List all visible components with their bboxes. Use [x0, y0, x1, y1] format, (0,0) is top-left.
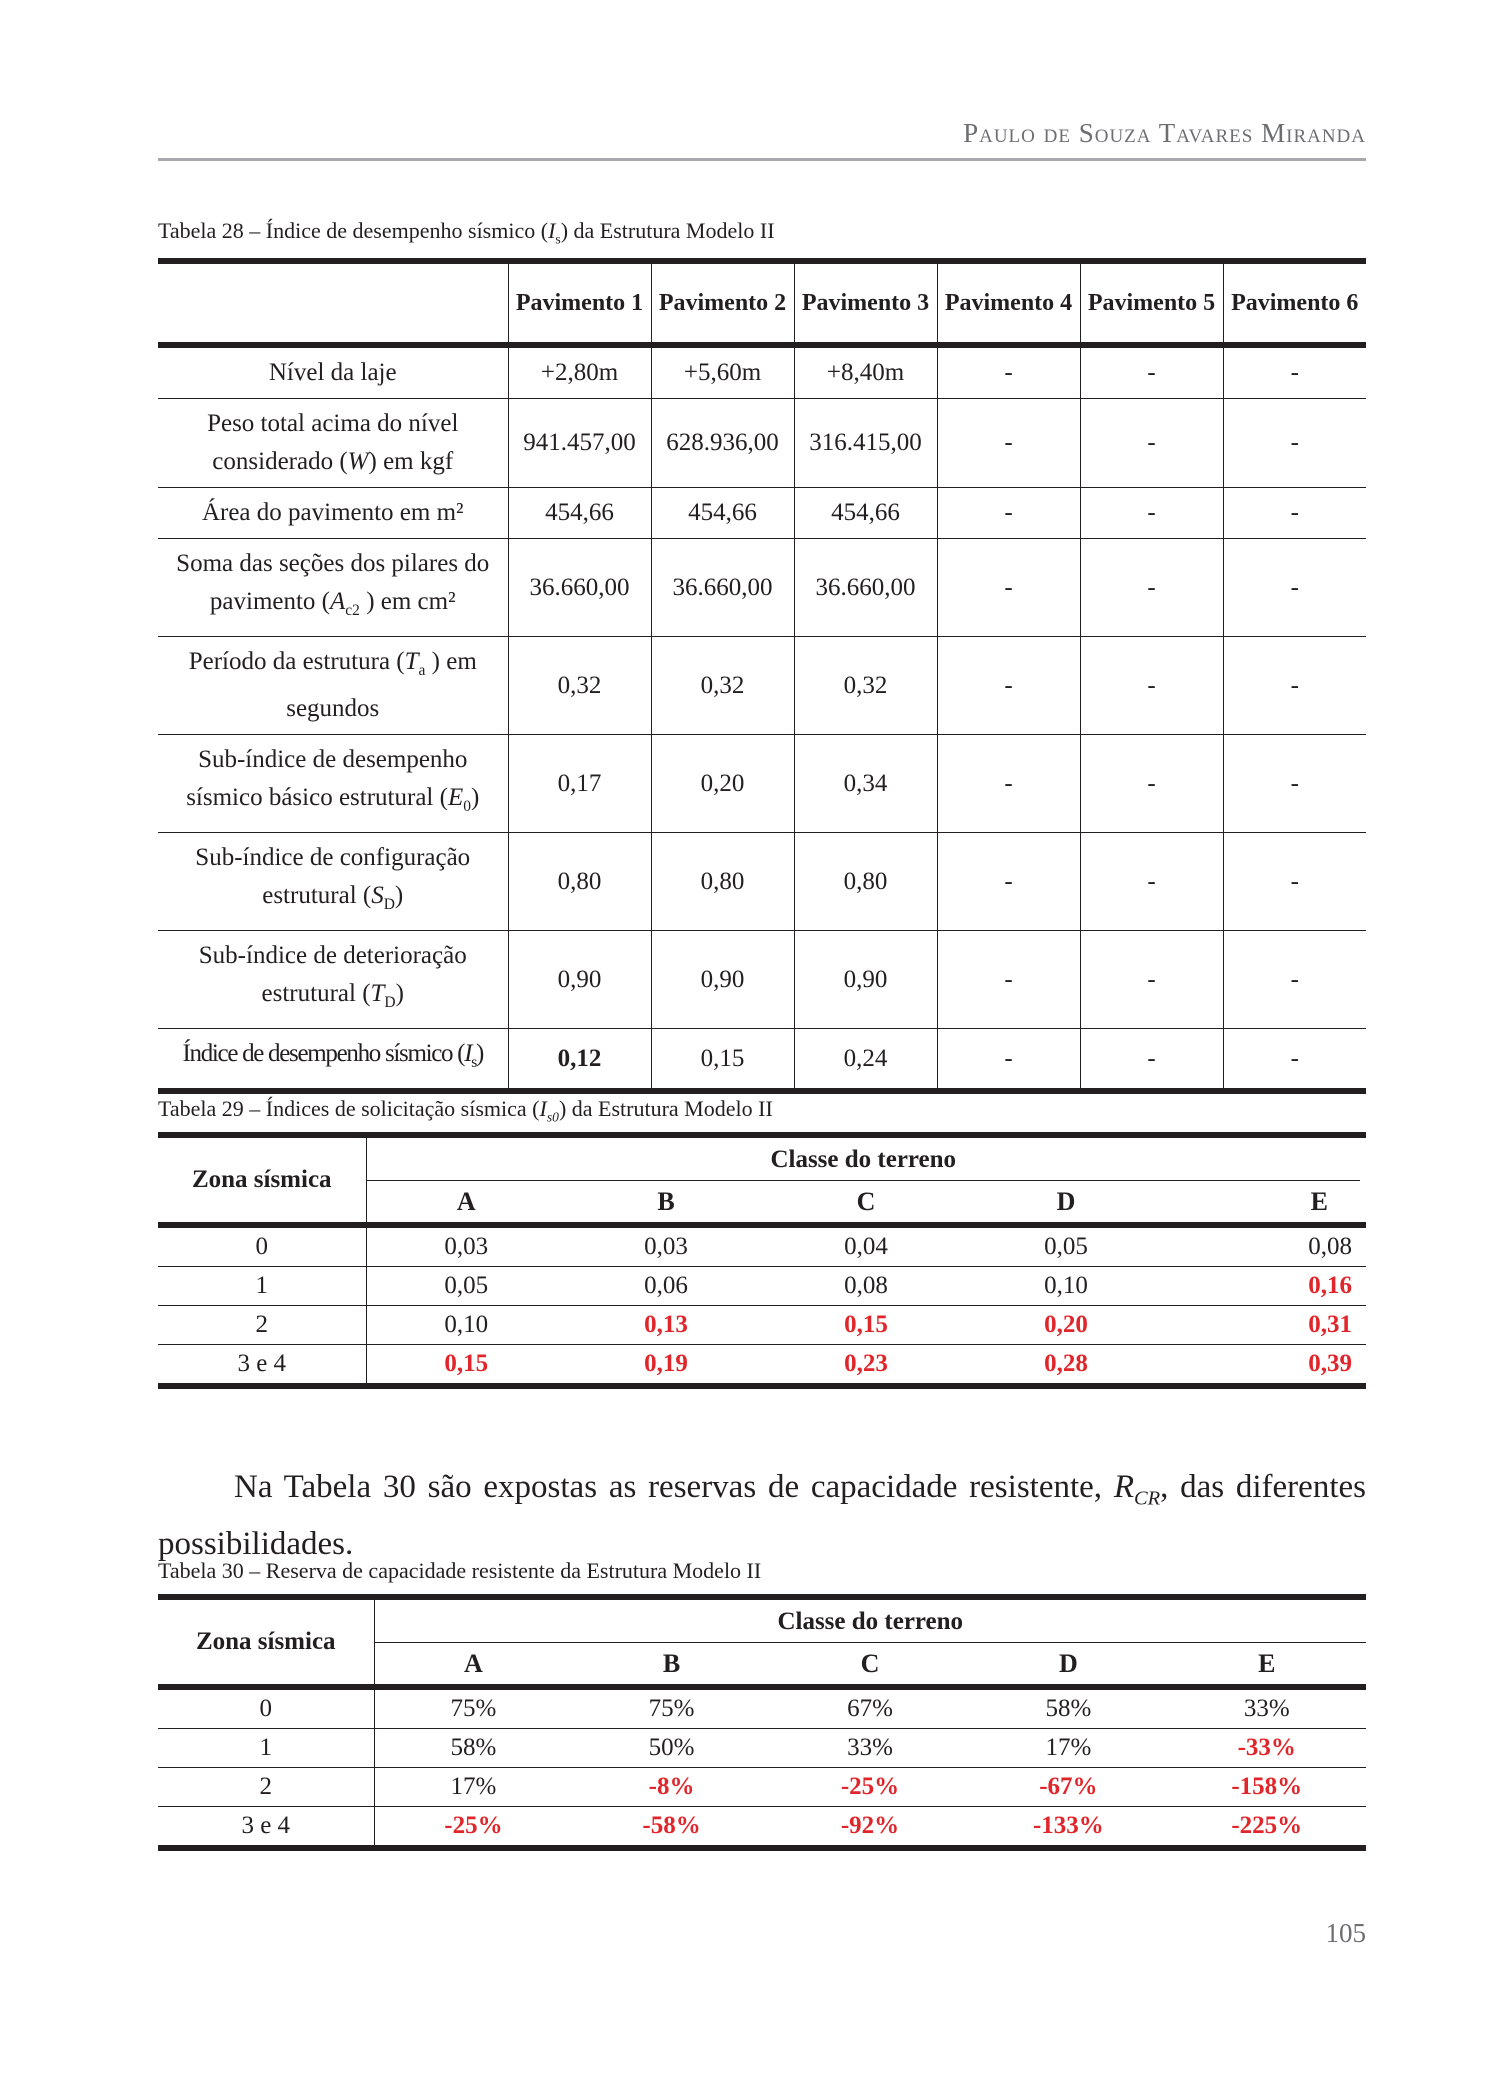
table-cell: 628.936,00	[651, 399, 794, 488]
table-cell: -	[1223, 931, 1366, 1029]
label-text: )	[394, 882, 404, 909]
class-column-header: E	[1168, 1644, 1366, 1687]
label-subscript: s	[471, 1054, 476, 1071]
column-header: Pavimento 4	[937, 261, 1080, 345]
label-text: ) em cm²	[359, 588, 456, 615]
table-29-caption	[158, 1096, 773, 1125]
table-cell: 17%	[374, 1768, 572, 1807]
caption-text: ) da Estrutura Modelo II	[560, 218, 775, 243]
label-text: ) em segundos	[286, 648, 477, 722]
table-row	[158, 1729, 1366, 1768]
table-cell-highlighted: 0,16	[1166, 1267, 1366, 1306]
class-column-header: A	[366, 1182, 566, 1225]
class-column-header: D	[966, 1182, 1166, 1225]
label-subscript: D	[384, 994, 396, 1011]
label-subscript: 0	[463, 798, 471, 815]
table-cell: 0,90	[651, 931, 794, 1029]
table-cell: 0,90	[508, 931, 651, 1029]
paragraph-text: , das diferentes possibilidades.	[158, 1469, 1366, 1562]
table-cell: -	[1223, 539, 1366, 637]
table-cell: 17%	[969, 1729, 1167, 1768]
table-cell: +2,80m	[508, 345, 651, 399]
zone-header: Zona sísmica	[158, 1597, 374, 1687]
zone-cell: 2	[158, 1306, 366, 1345]
class-column-header: A	[374, 1644, 572, 1687]
row-label	[158, 735, 508, 833]
class-column-header: C	[766, 1182, 966, 1225]
label-text: )	[395, 980, 404, 1007]
table-cell: 75%	[374, 1687, 572, 1729]
table-cell: 454,66	[508, 488, 651, 539]
class-column-header: B	[566, 1182, 766, 1225]
table-30-caption: Tabela 30 – Reserva de capacidade resistente da Estrutura Modelo II	[158, 1558, 762, 1583]
zone-header: Zona sísmica	[158, 1135, 366, 1225]
table-cell: -	[937, 488, 1080, 539]
row-label	[158, 931, 508, 1029]
table-cell: 0,05	[366, 1267, 566, 1306]
paragraph-symbol: R	[1113, 1469, 1134, 1505]
label-text: Sub-índice de desempenho sísmico básico estrutural (	[186, 746, 468, 811]
table-cell: 454,66	[651, 488, 794, 539]
table-cell: -	[937, 735, 1080, 833]
label-symbol: E	[447, 784, 464, 811]
caption-text: Tabela 28 – Índice de desempenho sísmico (	[158, 218, 549, 243]
table-28-caption	[158, 218, 775, 247]
table-cell: 0,20	[651, 735, 794, 833]
label-subscript: D	[383, 896, 395, 913]
label-text: Peso total acima do nível considerado (	[207, 410, 459, 475]
table-cell: -	[937, 399, 1080, 488]
table-cell: 0,80	[794, 833, 937, 931]
label-text: Sub-índice de deterioração estrutural (	[198, 942, 467, 1007]
table-cell-highlighted: -25%	[771, 1768, 969, 1807]
caption-text: ) da Estrutura Modelo II	[558, 1096, 773, 1121]
table-cell: 50%	[572, 1729, 770, 1768]
table-cell: 316.415,00	[794, 399, 937, 488]
table-cell: -	[1080, 345, 1223, 399]
caption-subscript: s0	[546, 1109, 559, 1125]
label-subscript: c2	[345, 602, 360, 619]
table-cell: -	[1080, 539, 1223, 637]
table-cell-highlighted: 0,39	[1166, 1345, 1366, 1387]
table-cell: 454,66	[794, 488, 937, 539]
table-cell: -	[1223, 735, 1366, 833]
table-cell: 0,80	[651, 833, 794, 931]
row-label	[158, 833, 508, 931]
page-number: 105	[1325, 1918, 1366, 1948]
caption-text: Tabela 29 – Índices de solicitação sísmica (	[158, 1096, 540, 1121]
table-cell-highlighted: -92%	[771, 1807, 969, 1849]
caption-symbol: I	[548, 218, 556, 243]
zone-cell: 3 e 4	[158, 1807, 374, 1849]
table-cell: 0,32	[651, 637, 794, 735]
table-cell: -	[937, 1029, 1080, 1092]
table-cell-highlighted: -25%	[374, 1807, 572, 1849]
running-head: Paulo de Souza Tavares Miranda	[963, 118, 1366, 148]
table-row	[158, 345, 1366, 399]
label-text: Período da estrutura (	[188, 648, 405, 675]
row-label	[158, 539, 508, 637]
table-cell: +8,40m	[794, 345, 937, 399]
label-symbol: S	[371, 882, 384, 909]
label-text: Índice de desempenho sísmico (	[182, 1040, 465, 1067]
label-text: Soma das seções dos pilares do pavimento (	[176, 550, 490, 615]
table-cell-highlighted: 0,15	[766, 1306, 966, 1345]
table-cell: -	[1223, 833, 1366, 931]
table-cell: 0,90	[794, 931, 937, 1029]
table-cell-highlighted: 0,23	[766, 1345, 966, 1387]
table-cell: -	[937, 539, 1080, 637]
table-cell-highlighted: -225%	[1168, 1807, 1366, 1849]
table-row	[158, 1687, 1366, 1729]
table-cell: -	[1080, 637, 1223, 735]
table-cell: -	[1223, 637, 1366, 735]
label-symbol: T	[370, 980, 385, 1007]
table-cell: -	[1223, 345, 1366, 399]
class-column-header: B	[572, 1644, 770, 1687]
table-cell: 75%	[572, 1687, 770, 1729]
label-symbol: T	[404, 648, 419, 675]
table-cell: -	[937, 931, 1080, 1029]
table-cell-highlighted: 0,31	[1166, 1306, 1366, 1345]
table-cell-highlighted: 0,13	[566, 1306, 766, 1345]
table-row	[158, 539, 1366, 637]
table-cell: -	[1223, 1029, 1366, 1092]
table-cell: -	[1223, 488, 1366, 539]
table-cell: -	[937, 637, 1080, 735]
table-cell: 0,05	[966, 1225, 1166, 1267]
table-row	[158, 1807, 1366, 1849]
table-row	[158, 735, 1366, 833]
table-30	[158, 1594, 1366, 1851]
table-cell: 58%	[969, 1687, 1167, 1729]
table-cell-highlighted: 0,28	[966, 1345, 1166, 1387]
table-29	[158, 1132, 1366, 1389]
table-cell: 33%	[1168, 1687, 1366, 1729]
table-cell: 36.660,00	[794, 539, 937, 637]
table-row	[158, 399, 1366, 488]
table-cell: 0,34	[794, 735, 937, 833]
table-cell: 58%	[374, 1729, 572, 1768]
table-cell: -	[1080, 931, 1223, 1029]
label-text: ) em kgf	[368, 448, 454, 475]
table-cell-highlighted: -158%	[1168, 1768, 1366, 1807]
row-label: Área do pavimento em m²	[158, 488, 508, 539]
class-header: Classe do terreno	[374, 1597, 1366, 1644]
table-cell: 0,24	[794, 1029, 937, 1092]
table-cell: 0,04	[766, 1225, 966, 1267]
caption-symbol: I	[539, 1096, 547, 1121]
table-cell: 36.660,00	[651, 539, 794, 637]
paragraph-subscript: CR	[1133, 1487, 1161, 1510]
header-rule	[158, 158, 1366, 161]
zone-cell: 3 e 4	[158, 1345, 366, 1387]
row-label	[158, 1029, 508, 1092]
table-cell: -	[1080, 1029, 1223, 1092]
table-cell: 0,10	[966, 1267, 1166, 1306]
table-cell: 0,80	[508, 833, 651, 931]
table-28	[158, 258, 1366, 1094]
table-cell-highlighted: -58%	[572, 1807, 770, 1849]
column-header: Pavimento 3	[794, 261, 937, 345]
table-row	[158, 1225, 1366, 1267]
table-cell: -	[1223, 399, 1366, 488]
label-text: )	[470, 784, 480, 811]
row-label	[158, 399, 508, 488]
table-cell: 67%	[771, 1687, 969, 1729]
table-cell: 0,32	[508, 637, 651, 735]
zone-cell: 0	[158, 1225, 366, 1267]
column-header: Pavimento 2	[651, 261, 794, 345]
zone-cell: 1	[158, 1729, 374, 1768]
label-symbol: W	[347, 448, 369, 475]
table-row	[158, 833, 1366, 931]
table-cell: 0,12	[508, 1029, 651, 1092]
table-cell-highlighted: -8%	[572, 1768, 770, 1807]
table-cell: 0,32	[794, 637, 937, 735]
table-cell: -	[937, 345, 1080, 399]
label-text: Sub-índice de configuração estrutural (	[195, 844, 471, 909]
class-column-header: D	[969, 1644, 1167, 1687]
table-cell: -	[1080, 735, 1223, 833]
table-cell: 941.457,00	[508, 399, 651, 488]
table-row	[158, 1345, 1366, 1387]
table-cell: 0,15	[651, 1029, 794, 1092]
class-column-header: E	[1166, 1182, 1366, 1225]
row-label	[158, 637, 508, 735]
body-paragraph	[158, 1465, 1366, 1567]
header-empty-cell	[158, 261, 508, 345]
label-symbol: A	[330, 588, 346, 615]
column-header: Pavimento 5	[1080, 261, 1223, 345]
table-cell: 0,17	[508, 735, 651, 833]
table-cell-highlighted: 0,20	[966, 1306, 1166, 1345]
table-cell: -	[1080, 399, 1223, 488]
zone-cell: 2	[158, 1768, 374, 1807]
zone-cell: 0	[158, 1687, 374, 1729]
label-symbol: I	[464, 1040, 472, 1067]
table-cell: 0,06	[566, 1267, 766, 1306]
table-cell: 0,10	[366, 1306, 566, 1345]
table-cell: 0,08	[1166, 1225, 1366, 1267]
paragraph-text: Na Tabela 30 são expostas as reservas de capacidade resistente,	[234, 1469, 1114, 1505]
zone-cell: 1	[158, 1267, 366, 1306]
table-cell-highlighted: 0,15	[366, 1345, 566, 1387]
table-row	[158, 1306, 1366, 1345]
table-row	[158, 637, 1366, 735]
table-cell: 0,03	[566, 1225, 766, 1267]
table-cell: 33%	[771, 1729, 969, 1768]
table-cell: 36.660,00	[508, 539, 651, 637]
table-cell-highlighted: 0,19	[566, 1345, 766, 1387]
table-cell: +5,60m	[651, 345, 794, 399]
column-header: Pavimento 6	[1223, 261, 1366, 345]
table-cell: -	[1080, 833, 1223, 931]
column-header: Pavimento 1	[508, 261, 651, 345]
table-cell: -	[1080, 488, 1223, 539]
table-row	[158, 488, 1366, 539]
table-cell-highlighted: -33%	[1168, 1729, 1366, 1768]
table-row	[158, 1768, 1366, 1807]
table-cell: 0,03	[366, 1225, 566, 1267]
table-cell-highlighted: -67%	[969, 1768, 1167, 1807]
class-column-header: C	[771, 1644, 969, 1687]
label-subscript: a	[418, 662, 426, 679]
class-header: Classe do terreno	[366, 1135, 1366, 1182]
caption-subscript: s	[555, 231, 561, 247]
row-label: Nível da laje	[158, 345, 508, 399]
table-cell: 0,08	[766, 1267, 966, 1306]
table-row	[158, 1029, 1366, 1092]
table-cell-highlighted: -133%	[969, 1807, 1167, 1849]
label-text: )	[475, 1040, 484, 1067]
table-row	[158, 931, 1366, 1029]
table-cell: -	[937, 833, 1080, 931]
table-row	[158, 1267, 1366, 1306]
